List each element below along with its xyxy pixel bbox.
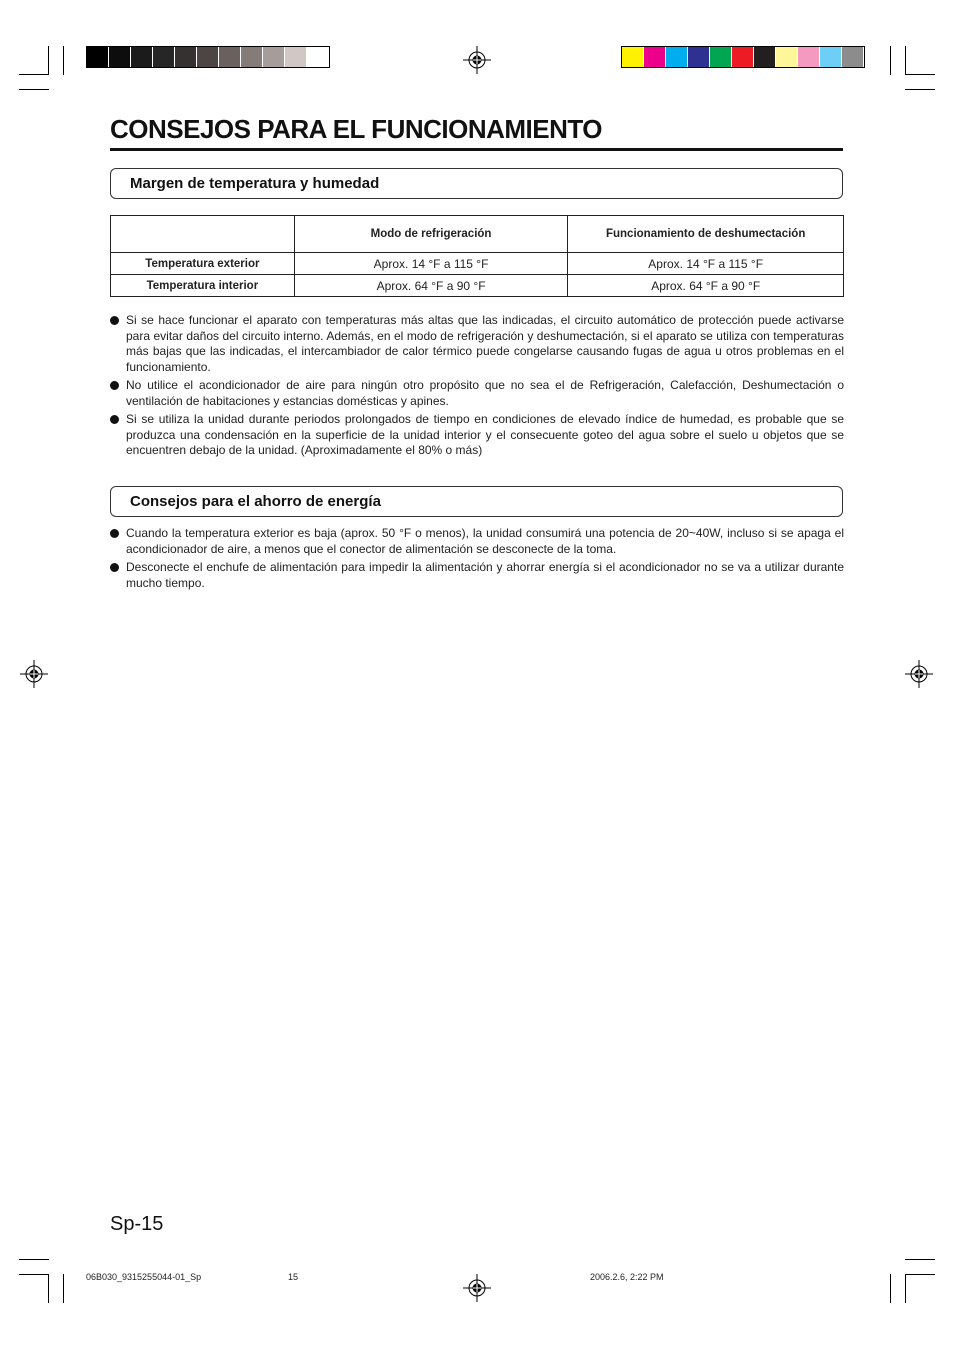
section-header-energy xyxy=(110,486,843,517)
color-swatch xyxy=(197,47,219,67)
section-heading: Margen de temperatura y humedad xyxy=(130,175,380,192)
table-row-header: Temperatura exterior xyxy=(111,253,295,275)
color-swatch xyxy=(688,47,710,67)
color-swatch xyxy=(842,47,864,67)
temperature-table xyxy=(110,215,844,297)
list-item: Si se hace funcionar el aparato con temperaturas más altas que las indicadas, el circuito automático de protección puede activarse para evitar daños del circuito interno. Además, en el modo de refrigeración y deshumectación, si el aparato se utiliza con temperaturas más bajas que las indicadas, el intercambiador de calor térmico puede congelarse causando fugas de agua u otros problemas en el funcionamiento. xyxy=(110,313,844,375)
registration-mark-icon xyxy=(463,1274,491,1302)
list-item: Desconecte el enchufe de alimentación para impedir la alimentación y ahorrar energía si el acondicionador no se va a utilizar durante mucho tiempo. xyxy=(110,560,844,591)
table-cell: Aprox. 64 °F a 90 °F xyxy=(568,275,844,297)
crop-mark xyxy=(48,46,49,75)
table-header-row xyxy=(111,216,844,253)
section-header-temperature xyxy=(110,168,843,199)
table-cell: Aprox. 14 °F a 115 °F xyxy=(568,253,844,275)
section-heading: Consejos para el ahorro de energía xyxy=(130,493,381,510)
table-cell: Aprox. 14 °F a 115 °F xyxy=(294,253,568,275)
footer-filename: 06B030_9315255044-01_Sp xyxy=(86,1272,202,1282)
color-swatch xyxy=(109,47,131,67)
color-swatch xyxy=(666,47,688,67)
grayscale-color-bar xyxy=(86,46,330,68)
crop-mark xyxy=(905,1274,906,1303)
color-swatch xyxy=(644,47,666,67)
table-row-header: Temperatura interior xyxy=(111,275,295,297)
crop-mark xyxy=(905,1259,935,1260)
crop-mark xyxy=(905,89,935,90)
table-row xyxy=(111,275,844,297)
color-swatch xyxy=(241,47,263,67)
registration-mark-icon xyxy=(905,660,933,688)
color-swatch xyxy=(732,47,754,67)
color-swatch xyxy=(153,47,175,67)
table-header-cell xyxy=(111,216,295,253)
page-title: CONSEJOS PARA EL FUNCIONAMIENTO xyxy=(110,114,603,144)
crop-mark xyxy=(905,46,906,75)
color-swatch xyxy=(285,47,307,67)
color-swatch xyxy=(820,47,842,67)
crop-mark xyxy=(890,1274,891,1303)
page-number: Sp-15 xyxy=(110,1213,164,1235)
color-swatch xyxy=(754,47,776,67)
crop-mark xyxy=(63,1274,64,1303)
crop-mark xyxy=(905,1274,935,1275)
footer-page: 15 xyxy=(288,1272,299,1282)
list-item: Cuando la temperatura exterior es baja (aprox. 50 °F o menos), la unidad consumirá una potencia de 20~40W, incluso si se apaga el acondicionador de aire, a menos que el conector de alimentación se desconecte de la toma. xyxy=(110,526,844,557)
color-swatch xyxy=(87,47,109,67)
crop-mark xyxy=(19,1274,49,1275)
crop-mark xyxy=(905,74,935,75)
title-rule xyxy=(110,148,843,151)
color-swatch xyxy=(263,47,285,67)
registration-mark-icon xyxy=(463,46,491,74)
energy-notes-list xyxy=(110,526,844,594)
footer-date: 2006.2.6, 2:22 PM xyxy=(590,1272,664,1282)
color-swatch xyxy=(798,47,820,67)
color-swatch xyxy=(710,47,732,67)
color-swatch xyxy=(219,47,241,67)
crop-mark xyxy=(63,46,64,75)
crop-mark xyxy=(19,89,49,90)
cmyk-color-bar xyxy=(621,46,865,68)
color-swatch xyxy=(131,47,153,67)
color-swatch xyxy=(307,47,329,67)
list-item: Si se utiliza la unidad durante periodos prolongados de tiempo en condiciones de elevado índice de humedad, es probable que se produzca una condensación en la superficie de la unidad interior y el consecuente goteo del agua sobre el suelo u objetos que se encuentren debajo de la unidad. (Aproximadamente el 80% o más) xyxy=(110,412,844,459)
temperature-notes-list xyxy=(110,313,844,462)
list-item: No utilice el acondicionador de aire para ningún otro propósito que no sea el de Refrigeración, Calefacción, Deshumectación o ventilación de habitaciones y estancias domésticas y apines. xyxy=(110,378,844,409)
crop-mark xyxy=(19,74,49,75)
color-swatch xyxy=(175,47,197,67)
color-swatch xyxy=(776,47,798,67)
table-header-cell: Funcionamiento de deshumectación xyxy=(568,216,844,253)
crop-mark xyxy=(48,1274,49,1303)
table-row xyxy=(111,253,844,275)
color-swatch xyxy=(622,47,644,67)
table-header-cell: Modo de refrigeración xyxy=(294,216,568,253)
table-cell: Aprox. 64 °F a 90 °F xyxy=(294,275,568,297)
crop-mark xyxy=(19,1259,49,1260)
crop-mark xyxy=(890,46,891,75)
registration-mark-icon xyxy=(20,660,48,688)
